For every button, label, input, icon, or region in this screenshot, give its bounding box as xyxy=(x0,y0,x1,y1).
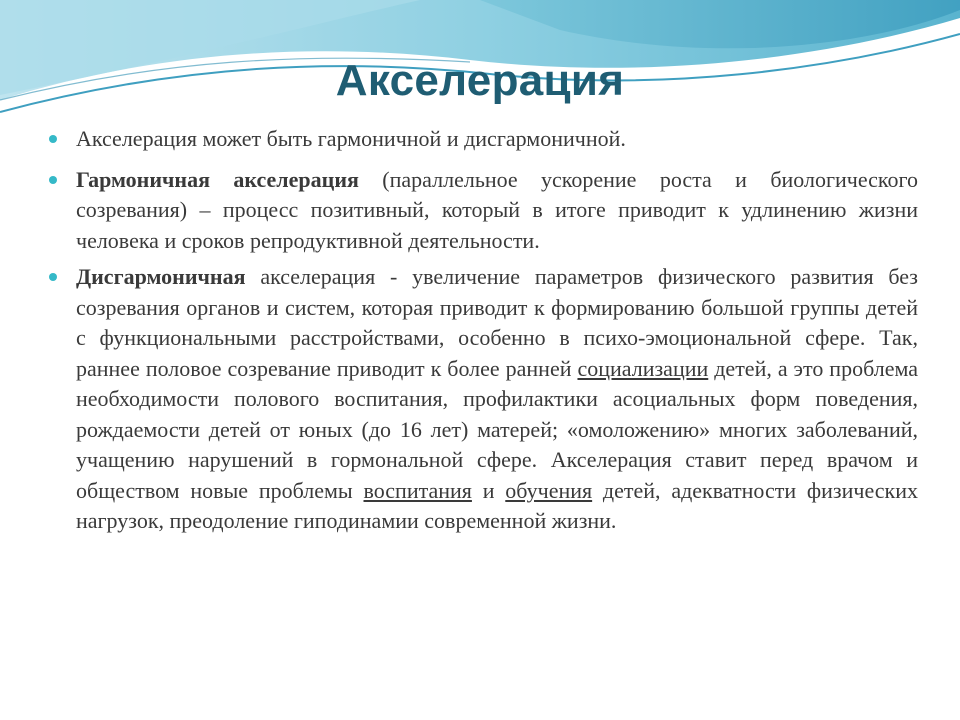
bullet-text: акселерация - увеличение параметров физического развития без созревания органов и систем, которая приводит к формированию большой группы детей с функциональными расстройствами, особенно в психо-эмоциональной сфере. Так, раннее половое созревание приводит к более ранней xyxy=(76,264,918,381)
bullet-item-2 xyxy=(76,165,918,257)
bullet-text: детей, адекватности физических нагрузок, преодоление гиподинамии современной жизни. xyxy=(76,477,918,533)
bullet-dot-icon xyxy=(49,273,57,281)
bullet-text: детей, а это проблема необходимости полового воспитания, профилактики асоциальных форм поведения, рождаемости детей от юных (до 16 лет) матерей; «омоложению» многих заболеваний, учащению нарушений в гормональной сфере. Акселерация ставит перед врачом и обществом новые проблемы xyxy=(76,355,918,503)
bullet-term: Гармоничная акселерация xyxy=(76,166,359,192)
bullet-term: Дисгармоничная xyxy=(76,264,246,289)
bullet-text: Акселерация может быть гармоничной и дисгармоничной. xyxy=(76,126,626,151)
page-title: Акселерация xyxy=(335,56,625,105)
bullet-text: и xyxy=(471,477,506,503)
bullet-dot-icon xyxy=(49,176,57,184)
link-socialization[interactable]: социализации xyxy=(577,355,709,381)
link-education[interactable]: обучения xyxy=(505,477,593,503)
bullet-dot-icon xyxy=(49,135,57,143)
content-body xyxy=(76,124,918,543)
bullet-text: (параллельное ускорение роста и биологического созревания) – процесс позитивный, который в итоге приводит к удлинению жизни человека и сроков репродуктивной деятельности. xyxy=(76,166,918,253)
link-upbringing[interactable]: воспитания xyxy=(363,477,472,503)
bullet-item-1 xyxy=(76,124,918,155)
bullet-item-3 xyxy=(76,262,918,537)
